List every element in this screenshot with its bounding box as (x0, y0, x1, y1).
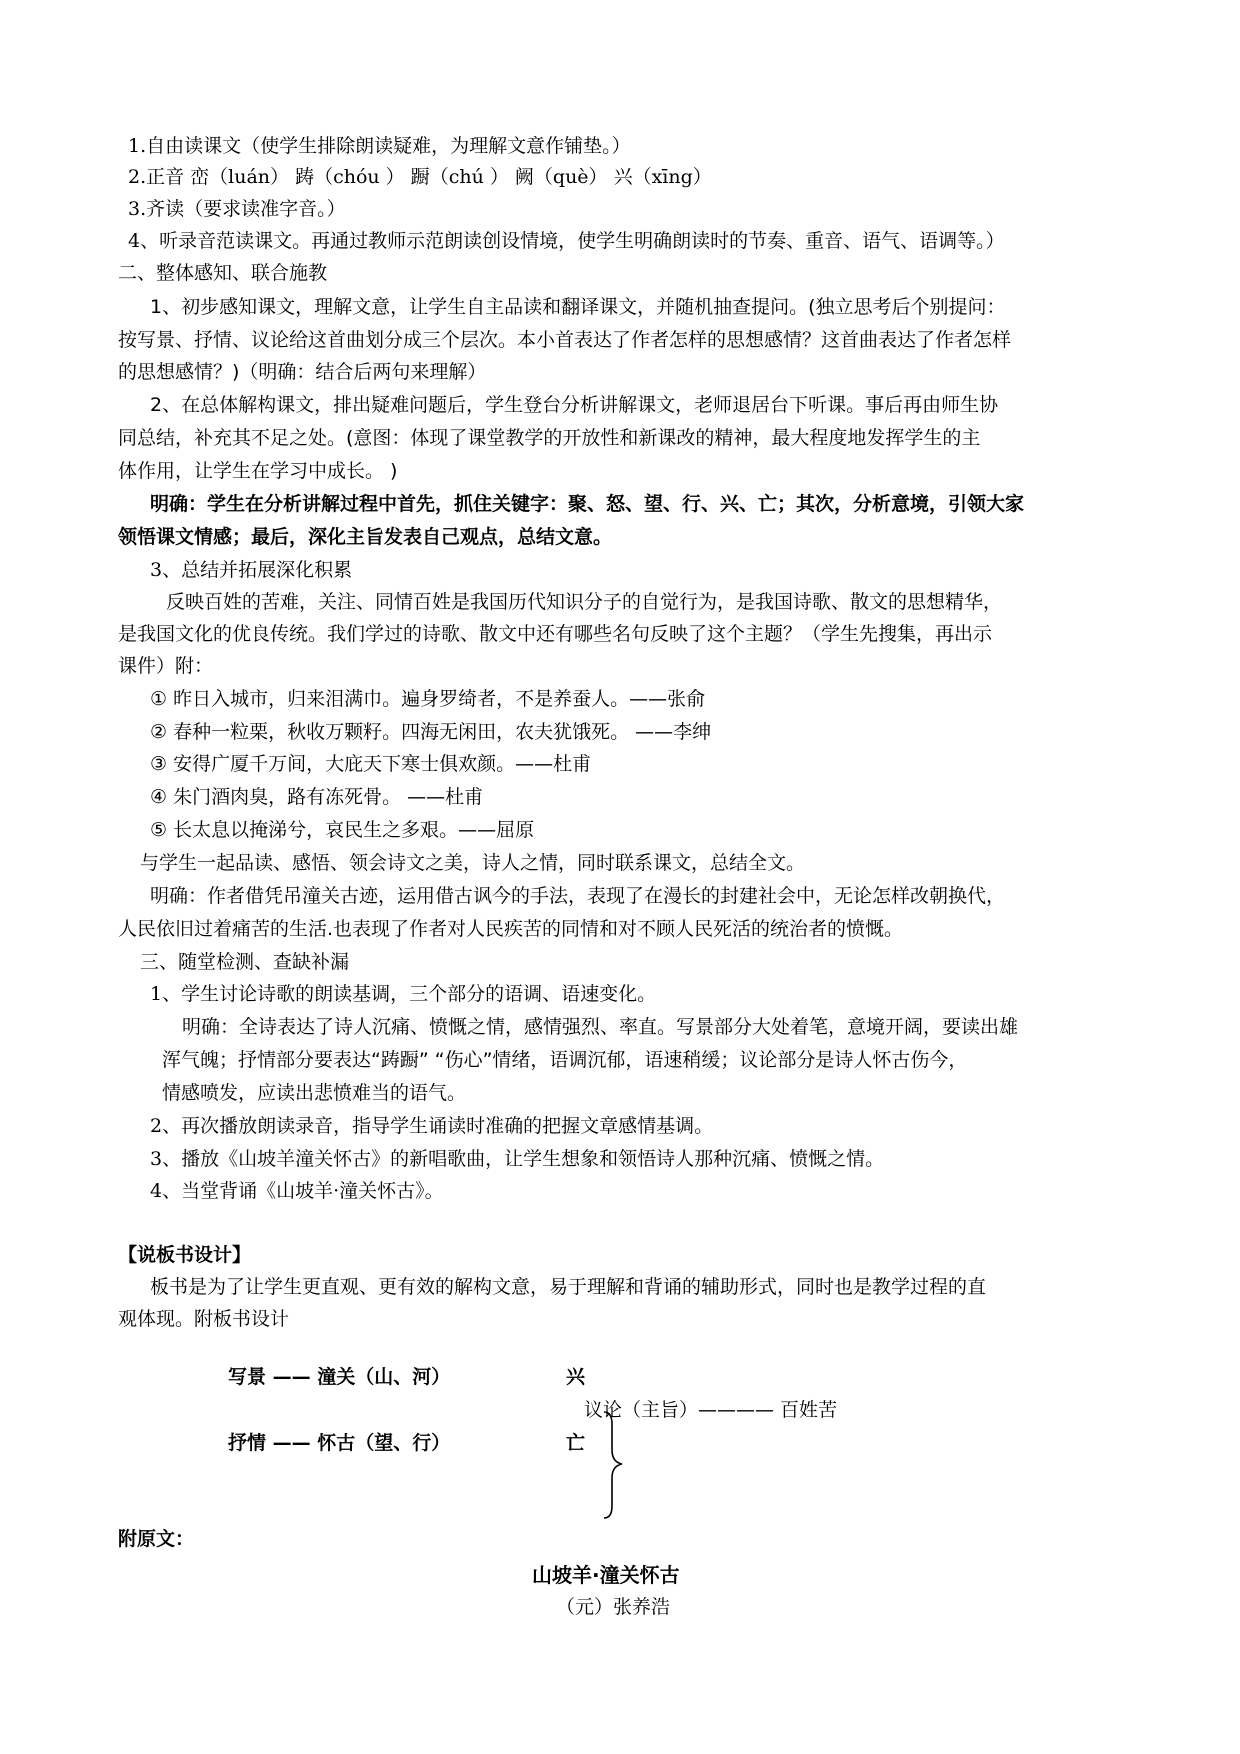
text-line: 4、当堂背诵《山坡羊·潼关怀古》。 (150, 1180, 444, 1202)
text-line: 按写景、抒情、议论给这首曲划分成三个层次。本小首表达了作者怎样的思想感情？这首曲表达了作者怎样 (118, 329, 1012, 351)
quote-item: ② 春种一粒栗，秋收万颗籽。四海无闲田，农夫犹饿死。 ——李绅 (150, 721, 712, 743)
board-fall: 亡 (566, 1432, 586, 1454)
text-line: 板书是为了让学生更直观、更有效的解构文意，易于理解和背诵的辅助形式，同时也是教学过程的直 (150, 1276, 987, 1298)
board-comment: 议论（主旨）———— 百姓苦 (584, 1399, 838, 1421)
text-line: 2.正音 峦（luán） 踌（chóu ） 蹰（chú ） 阙（què） 兴（xīng） (128, 166, 712, 188)
text-line: 同总结，补充其不足之处。(意图：体现了课堂教学的开放性和新课改的精神，最大程度地发挥学生的主 (118, 427, 981, 449)
text-line: 2、在总体解构课文，排出疑难问题后，学生登台分析讲解课文，老师退居台下听课。事后再由师生协 (150, 394, 999, 416)
text-line: 体作用，让学生在学习中成长。 ) (118, 460, 398, 482)
text-line: 情感喷发，应读出悲愤难当的语气。 (162, 1082, 467, 1104)
text-line: 浑气魄；抒情部分要表达“踌蹰” “伤心”情绪，语调沉郁，语速稍缓；议论部分是诗人怀古伤今， (162, 1049, 968, 1071)
poem-title: 山坡羊·潼关怀古 (532, 1563, 680, 1587)
quote-item: ⑤ 长太息以掩涕兮，哀民生之多艰。——屈原 (150, 819, 535, 841)
text-line: 明确：全诗表达了诗人沉痛、愤慨之情，感情强烈、率直。写景部分大处着笔，意境开阔，要读出雄 (182, 1016, 1019, 1038)
brace-icon (596, 1410, 626, 1522)
quote-item: ④ 朱门酒肉臭，路有冻死骨。 ——杜甫 (150, 786, 484, 808)
text-line: 明确：作者借凭吊潼关古迹，运用借古讽今的手法，表现了在漫长的封建社会中，无论怎样改朝换代， (150, 885, 1006, 907)
board-scene: 写景 —— 潼关（山、河） (228, 1366, 451, 1388)
appendix-label: 附原文： (118, 1528, 195, 1550)
text-line: 4、听录音范读课文。再通过教师示范朗读创设情境，使学生明确朗读时的节奏、重音、语气、语调等。） (128, 230, 1005, 252)
text-line: 3、总结并拓展深化积累 (150, 559, 353, 581)
section-heading: 【说板书设计】 (118, 1244, 252, 1266)
text-line: 课件）附： (118, 655, 214, 677)
text-line: 明确：学生在分析讲解过程中首先，抓住关键字：聚、怒、望、行、兴、亡；其次，分析意境，引领大家 (150, 493, 1025, 515)
quote-item: ③ 安得广厦千万间，大庇天下寒士俱欢颜。——杜甫 (150, 753, 592, 775)
poem-author: （元）张养浩 (556, 1596, 671, 1618)
text-line: 是我国文化的优良传统。我们学过的诗歌、散文中还有哪些名句反映了这个主题？（学生先搜集，再出示 (118, 623, 993, 645)
board-emotion: 抒情 —— 怀古（望、行） (228, 1432, 451, 1454)
section-heading: 三、随堂检测、查缺补漏 (140, 951, 350, 973)
text-line: 反映百姓的苦难，关注、同情百姓是我国历代知识分子的自觉行为，是我国诗歌、散文的思想精华， (166, 591, 1003, 613)
text-line: 3、播放《山坡羊潼关怀古》的新唱歌曲，让学生想象和领悟诗人那种沉痛、愤慨之情。 (150, 1148, 885, 1170)
text-line: 人民依旧过着痛苦的生活.也表现了作者对人民疾苦的同情和对不顾人民死活的统治者的愤慨。 (118, 918, 904, 940)
text-line: 与学生一起品读、感悟、领会诗文之美，诗人之情，同时联系课文，总结全文。 (140, 852, 806, 874)
text-line: 的思想感情？)（明确：结合后两句来理解） (118, 361, 487, 383)
section-heading: 二、整体感知、联合施教 (118, 262, 328, 284)
text-line: 观体现。附板书设计 (118, 1308, 290, 1330)
text-line: 1、学生讨论诗歌的朗读基调，三个部分的语调、语速变化。 (150, 983, 657, 1005)
text-line: 2、再次播放朗读录音，指导学生诵读时准确的把握文章感情基调。 (150, 1115, 714, 1137)
quote-item: ① 昨日入城市，归来泪满巾。遍身罗绮者，不是养蚕人。——张俞 (150, 688, 706, 710)
text-line: 1、初步感知课文，理解文意，让学生自主品读和翻译课文，并随机抽查提问。(独立思考后个别提问： (150, 296, 1006, 318)
text-line: 领悟课文情感；最后，深化主旨发表自己观点，总结文意。 (118, 526, 613, 548)
text-line: 3.齐读（要求读准字音。） (128, 198, 346, 220)
text-line: 1.自由读课文（使学生排除朗读疑难，为理解文意作铺垫。） (128, 135, 631, 157)
board-rise: 兴 (566, 1366, 586, 1388)
